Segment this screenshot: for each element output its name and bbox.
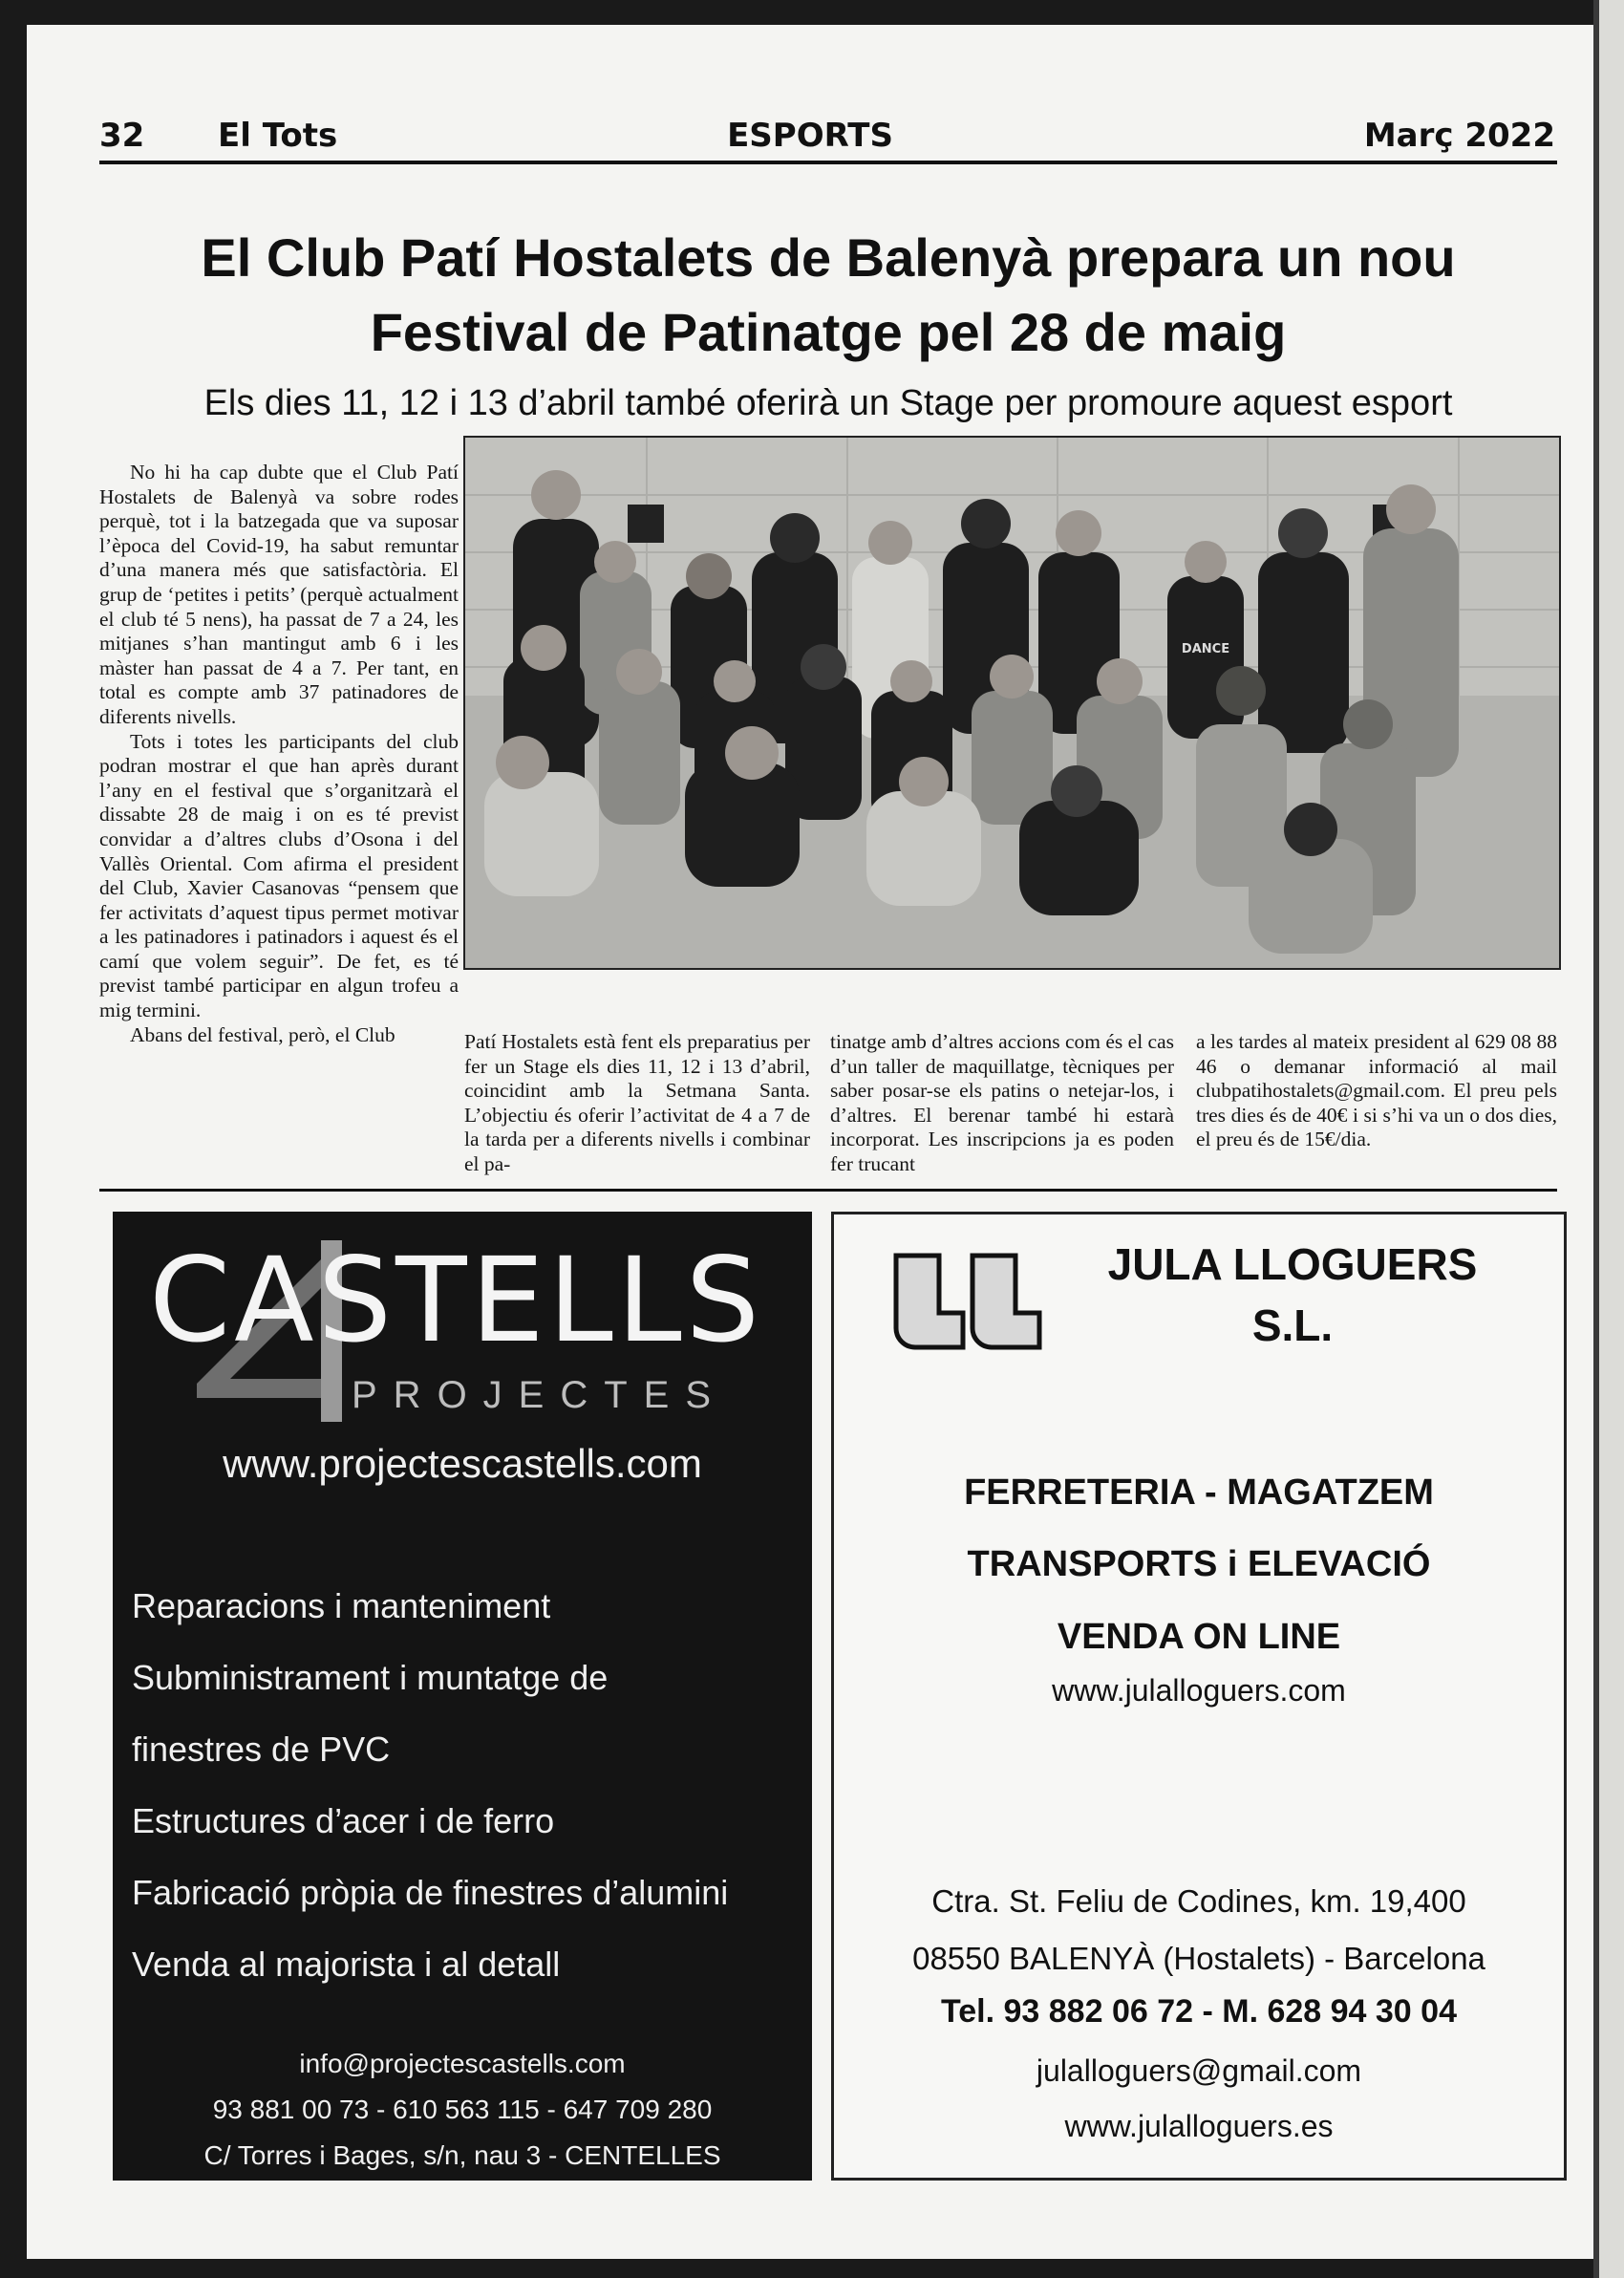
castells-website[interactable]: www.projectescastells.com — [223, 1441, 702, 1486]
jula-service: VENDA ON LINE — [1057, 1617, 1341, 1657]
article-column-3 — [830, 1030, 1174, 1177]
publication-name: El Tots — [218, 117, 338, 155]
castells-service: Fabricació pròpia de finestres d’alumini — [132, 1873, 729, 1912]
team-photo — [463, 436, 1561, 970]
castells-address: C/ Torres i Bages, s/n, nau 3 - CENTELLES — [203, 2140, 721, 2170]
section-name: ESPORTS — [727, 117, 893, 155]
article-paragraph: No hi ha cap dubte que el Club Patí Hostalets de Balenyà va sobre rodes perquè, tot i la batzegada que va suposar l’època del Covid-19, ha sabut remuntar d’una manera més que satisfactòria. El grup de ‘petites i petits’ (perquè actualment el club té 5 nens), ha passat de 7 a 24, les mitjanes s’han mantingut amb 6 i les màster han passat de 4 a 7. Per tant, en total es compte amb 37 patinadores de diferents nivells. — [99, 461, 459, 728]
jula-website-es[interactable]: www.julalloguers.es — [1064, 2109, 1334, 2143]
jula-website[interactable]: www.julalloguers.com — [1052, 1673, 1346, 1708]
castells-email[interactable]: info@projectescastells.com — [299, 2049, 626, 2078]
article-column-1 — [99, 461, 459, 1047]
jula-name — [1025, 1234, 1560, 1356]
newspaper-page — [27, 25, 1593, 2259]
article-title-line1: El Club Patí Hostalets de Balenyà prepara un nou — [201, 227, 1456, 288]
jula-name-line1: JULA LLOGUERS — [1107, 1239, 1478, 1289]
jula-name-line2: S.L. — [1251, 1300, 1334, 1350]
article-paragraph: Patí Hostalets està fent els preparatius per fer un Stage els dies 11, 12 i 13 d’abril, coincidint amb la Setmana Santa. L’objectiu és oferir l’activitat de 4 a 7 de la tarda per a diferents nivells i combinar el pa- — [464, 1030, 810, 1175]
jula-email[interactable]: julalloguers@gmail.com — [1036, 2053, 1362, 2088]
castells-service: Estructures d’acer i de ferro — [132, 1801, 555, 1840]
jula-address: Ctra. St. Feliu de Codines, km. 19,400 — [931, 1883, 1466, 1919]
castells-service: Subministrament i muntatge de — [132, 1658, 609, 1697]
castells-service: Venda al majorista i al detall — [132, 1945, 561, 1984]
castells-logo-subtext: PROJECTES — [352, 1374, 728, 1416]
article-paragraph: Abans del festival, però, el Club — [130, 1022, 395, 1046]
shirt-text: DANCE — [1181, 642, 1230, 656]
jula-phones: Tel. 93 882 06 72 - M. 628 94 30 04 — [941, 1993, 1457, 2030]
castells-service: Reparacions i manteniment — [132, 1586, 551, 1625]
jula-service: TRANSPORTS i ELEVACIÓ — [967, 1544, 1431, 1584]
article-column-2 — [464, 1030, 810, 1177]
header-rule — [99, 161, 1557, 164]
castells-advertisement — [113, 1212, 812, 2181]
article-paragraph: Tots i totes les participants del club podran mostrar el que han après durant l’any en el festival que s’organitzarà el dissabte 28 de maig i on es té previst convidar a d’altres clubs d’Osona i del Vallès Oriental. Com afirma el president del Club, Xavier Casanovas “pensem que fer activitats d’aquest tipus permet motivar a les patinadores i patinadors i aquest és el camí que volem seguir”. De fet, es té previst també participar en algun trofeu a mig termini. — [99, 729, 459, 1022]
article-title-line2: Festival de Patinatge pel 28 de maig — [370, 302, 1287, 362]
castells-phones: 93 881 00 73 - 610 563 115 - 647 709 280 — [212, 2095, 713, 2124]
team-photo-illustration — [465, 438, 1559, 968]
article-column-4 — [1196, 1030, 1557, 1152]
article-paragraph: tinatge amb d’altres accions com és el cas d’un taller de maquillatge, tècniques per saber posar-se els patins o netejar-los, i d’altres. El berenar també hi estarà incorporat. Les inscripcions ja es poden fer trucant — [830, 1030, 1174, 1175]
article-subtitle: Els dies 11, 12 i 13 d’abril també oferirà un Stage per promoure aquest esport — [203, 383, 1453, 423]
castells-logo-text: CASTELLS — [149, 1233, 764, 1368]
article-title — [99, 221, 1557, 370]
article-divider — [99, 1189, 1557, 1192]
page-edge — [1593, 0, 1624, 2278]
castells-service: finestres de PVC — [132, 1730, 391, 1769]
page-number: 32 — [99, 117, 145, 155]
issue-date: Març 2022 — [1363, 117, 1555, 155]
article-paragraph: a les tardes al mateix president al 629 08 88 46 o demanar informació al mail clubpatihostalets@gmail.com. El preu pels tres dies és de 40€ i si s’hi va un o dos dies, el preu és de 15€/dia. — [1196, 1030, 1557, 1151]
jula-service: FERRETERIA - MAGATZEM — [964, 1472, 1434, 1513]
jula-lloguers-advertisement — [831, 1212, 1567, 2181]
jula-address: 08550 BALENYÀ (Hostalets) - Barcelona — [912, 1941, 1485, 1976]
